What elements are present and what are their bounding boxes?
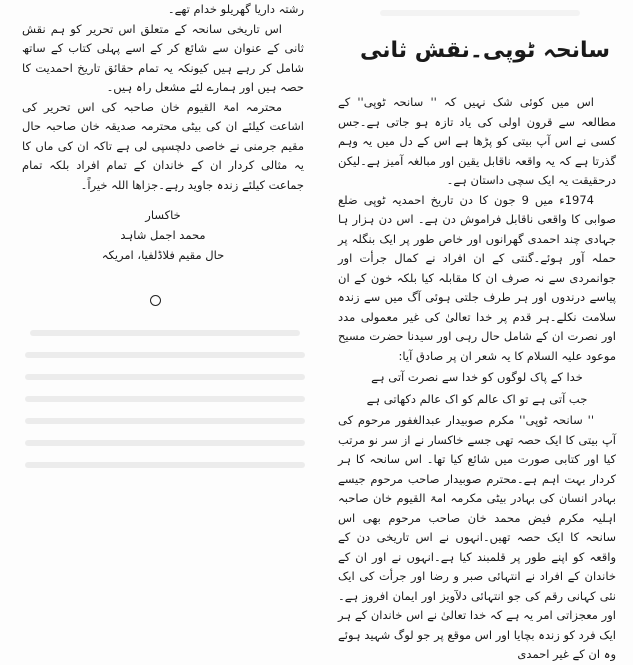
signature-name: محمد اجمل شاہد <box>120 228 206 242</box>
paragraph: محترمہ امۃ القیوم خان صاحبہ کی اس تحریر کی اشاعت کیلئے ان کی بیٹی محترمہ صدیقہ خان صاحبہ حال مقیم جرمنی نے خاصی دلچسپی لی ہے تاکہ ان کی ماں کا یہ مثالی کردار ان کے خاندان کے تمام افراد بلکہ تمام جماعت کیلئے زندہ جاوید رہے۔جزاھا اللہ خیراً۔ <box>22 99 304 192</box>
signature-location: حال مقیم فلاڈلفیا، امریکہ <box>101 248 225 262</box>
page-title: سانحہ ٹوپی۔نقش ثانی <box>360 38 610 63</box>
section-end-circle-icon <box>150 295 161 306</box>
paragraph: رشتہ داریا گھریلو خدام تھے۔ <box>167 2 304 16</box>
signature-block <box>43 205 283 265</box>
paragraph: اس میں کوئی شک نہیں کہ '' سانحہ ٹوپی'' کے مطالعہ سے قرون اولی کی یاد تازہ ہو جاتی ہے۔جس کسی نے اس آپ بیتی کو پڑھا ہے اس کے دل میں یہ وہم گذرتا ہے کہ یہ واقعہ ناقابل یقین اور مبالغہ آمیز ہے۔لیکن درحقیقت یہ ایک سچی داستان ہے۔ <box>338 95 616 187</box>
signature-salutation: خاکسار <box>145 208 181 222</box>
paragraph: '' سانحہ ٹوپی'' مکرم صوبیدار عبدالغفور مرحوم کی آپ بیتی کا ایک حصہ تھی جسے خاکسار نے از سر نو مرتب کیا اور کتابی صورت میں شائع کیا تھا۔ اس سانحہ کا ہر کردار بہت اہم ہے۔محترم صوبیدار صاحب مرحوم جیسے بہادر انسان کی بہادر بیٹی مکرمہ امۃ القیوم خان صاحبہ اہلیہ مکرم فیض محمد خان صاحب مرحوم بھی اس سانحہ کا ایک حصہ تھیں۔انہوں نے اس تاریخی دن کے واقعہ کو اپنے طور پر قلمبند کیا ہے۔انہوں نے اور ان کے خاندان کے افراد نے انتہائی صبر و رضا اور جرأت کی ایک نئی کہانی رقم کی جو انتہائی دلآویز اور ایمان افروز ہے۔اور معجزاتی امر یہ ہے کہ خدا تعالیٰ نے اس خاندان کے ہر ایک فرد کو زندہ بچایا اور اس موقع پر جو لوگ شہید ہوئے وہ ان کے غیر احمدی <box>338 413 616 661</box>
left-page <box>22 0 304 306</box>
paragraph: 1974ء میں 9 جون کا دن تاریخ احمدیہ ٹوپی ضلع صوابی کا واقعی ناقابل فراموش دن ہے۔ اس دن ہزار ہا جہادی چند احمدی گھرانوں اور خاص طور پر ایک بنگلہ پر حملہ آور ہوئے۔گنتی کے ان افراد نے کمال جرأت اور جوانمردی سے نہ صرف ان کا مقابلہ کیا بلکہ خون کے ان پیاسے درندوں اور ہر طرف جلتی ہوئی آگ میں سے زندہ سلامت نکلے۔ہر قدم پر خدا تعالیٰ کی غیر معمولی مدد اور نصرت ان کے شامل حال رہی اور سیدنا حضرت مسیح موعود علیہ السلام کا یہ شعر ان پر صادق آیا: <box>338 192 616 363</box>
section-end-marker <box>22 265 304 306</box>
couplet-line: خدا کے پاک لوگوں کو خدا سے نصرت آتی ہے <box>371 370 583 384</box>
right-page <box>338 93 616 665</box>
couplet-line: جب آتی ہے تو اک عالم کو اک عالم دکھاتی ہے <box>366 391 588 406</box>
paragraph: اس تاریخی سانحہ کے متعلق اس تحریر کو ہم نقش ثانی کے عنوان سے شائع کر کے اسے پہلی کتاب کے ساتھ شامل کر رہے ہیں کیونکہ یہ تمام حقائق تاریخ احمدیت کا حصہ ہیں اور ہمارے لئے مشعل راہ ہیں۔ <box>22 21 304 94</box>
